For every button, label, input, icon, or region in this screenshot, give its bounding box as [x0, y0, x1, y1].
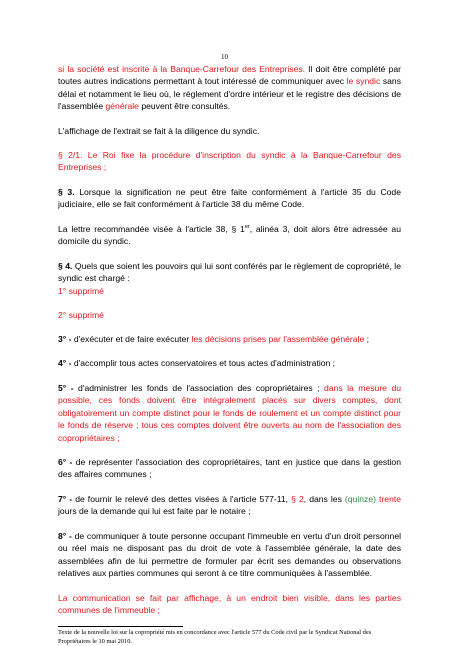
item-number: 3° -: [58, 334, 72, 344]
list-item-7: [58, 493, 401, 518]
page-footer: Texte de la nouvelle loi sur la copropriété mis en concordance avec l'article 577 du Code civil par le Syndicat National des Propriétaires le 10 mai 2010.: [58, 629, 372, 645]
superscript: er: [244, 224, 250, 231]
paragraph-communication: La communication se fait par affichage, à un endroit bien visible, dans les parties communes de l'immeuble ;: [58, 593, 401, 616]
section-number: § 4.: [58, 261, 73, 271]
item-number: 8° -: [58, 531, 72, 541]
page-number: 10: [221, 53, 228, 61]
inline-text-amendment: trente: [379, 494, 402, 504]
inline-text: jours de la demande qui lui est faite par le notaire ;: [58, 506, 251, 517]
inline-text: , alinéa 3, doit alors être adressée au domicile du syndic.: [58, 224, 401, 247]
item-number: 7° -: [58, 494, 73, 504]
footnote-divider: [58, 626, 183, 627]
inline-text-amendment: § 2: [291, 494, 304, 504]
inline-text: de représenter l'association des copropriétaires, tant en justice que dans la gestion des affaires communes ;: [58, 457, 401, 480]
inline-text: , dans les: [303, 494, 345, 504]
item-number: 5° -: [58, 383, 74, 393]
inline-text-amendment: les décisions prises par l'assemblée générale: [191, 334, 365, 344]
list-item-4: [58, 357, 401, 369]
paragraph-section-3: [58, 186, 401, 211]
inline-text: Il doit être complété par toutes autres indications permettant à tout intéressé de communiquer avec: [58, 64, 401, 87]
item-number: 4° -: [58, 358, 72, 368]
list-item-5: [58, 382, 401, 444]
inline-text: Lorsque la signification ne peut être faite conformément à l'article 35 du Code judiciaire, elle se fait conformément à l'article 38 du même Code.: [58, 187, 401, 210]
section-number: § 3.: [58, 187, 75, 197]
paragraph-section-4: [58, 260, 401, 297]
inline-text-amendment: le syndic: [346, 76, 381, 87]
inline-text: La lettre recommandée visée à l'article 38, § 1: [58, 224, 245, 234]
inline-text: Quels que soient les pouvoirs qui lui sont conférés par le règlement de copropriété, le syndic est chargé :: [58, 261, 401, 284]
inline-text: d'exécuter et de faire exécuter: [71, 334, 192, 344]
list-item-6: [58, 456, 401, 481]
paragraph-registered-letter: [58, 223, 401, 248]
inline-text-amendment: générale: [105, 101, 139, 112]
paragraph-display: L'affichage de l'extrait se fait à la diligence du syndic.: [58, 126, 260, 136]
paragraph-registration-extract: [58, 63, 401, 113]
list-item-deleted: 2° supprimé: [58, 310, 104, 320]
inline-text: sans délai et notamment le lieu où, le règlement d'ordre intérieur et le registre des décisions de l'assemblée: [58, 76, 401, 112]
list-item-deleted: 1° supprimé: [58, 285, 104, 296]
inline-text-removed: (quinze): [344, 494, 376, 504]
inline-text-amendment: dans la mesure du possible, ces fonds doivent être intégralement placés sur divers comptes, dont obligatoirement un compte distinct pour le fonds de roulement et un compte distinct pour le fonds de réserve ; tous ces comptes doivent être ouverts au nom de l'association des copropriétaires ;: [58, 383, 401, 443]
inline-text-amendment: si la société est inscrite à la Banque-Carrefour des Entreprises.: [58, 64, 306, 74]
inline-text: d'administrer les fonds de l'association des copropriétaires ;: [73, 383, 325, 393]
item-number: 6° -: [58, 457, 73, 467]
inline-text: d'accomplir tous actes conservatoires et tous actes d'administration ;: [71, 358, 336, 368]
inline-text: peuvent être consultés.: [138, 101, 231, 112]
paragraph-section-2-1: § 2/1. Le Roi fixe la procédure d'inscription du syndic à la Banque-Carrefour des Entreprises ;: [58, 150, 401, 173]
inline-text: ;: [364, 334, 370, 344]
inline-text: de fournir le relevé des dettes visées à l'article 577-11,: [72, 494, 292, 504]
list-item-8: [58, 530, 401, 580]
inline-text: de communiquer à toute personne occupant l'immeuble en vertu d'un droit personnel ou réel mais ne disposant pas du droit de vote à l'assemblée générale, la date des assemblées afin de lui permettre de formuler par écrit ses demandes ou observations relatives aux parties communes qui seront à ce titre communiquées à l'assemblée.: [58, 531, 402, 579]
list-item-3: [58, 333, 401, 345]
